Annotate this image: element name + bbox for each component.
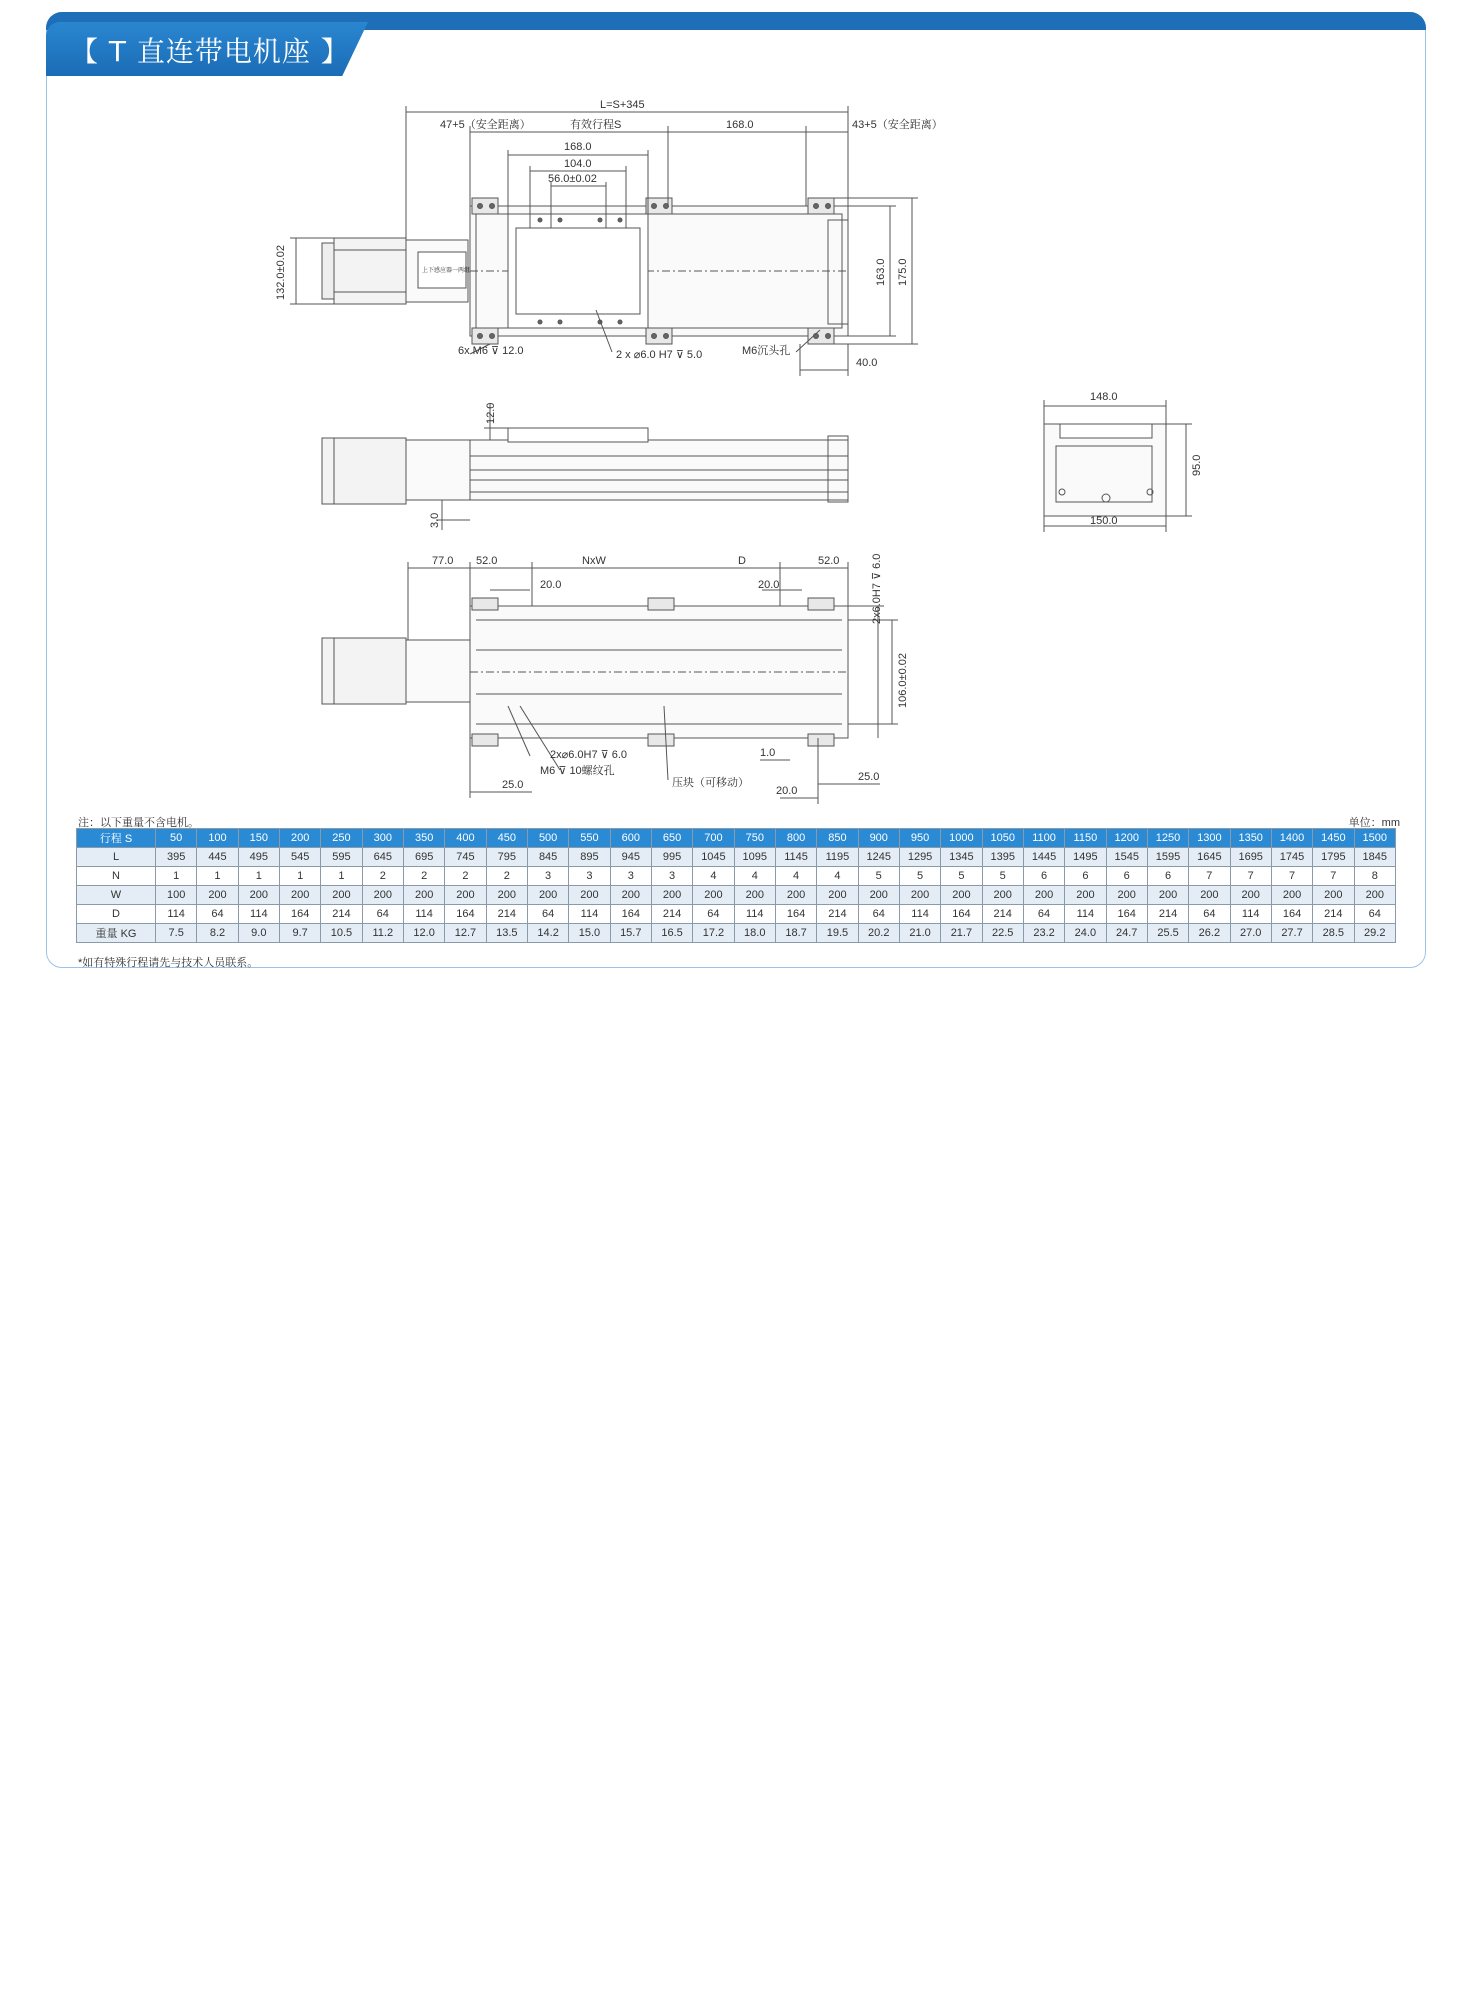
table-cell: 21.0 (899, 924, 940, 943)
header-stroke-cell: 1150 (1065, 829, 1106, 848)
counterbore-label: M6沉头孔 (742, 345, 791, 357)
table-cell: 200 (1313, 886, 1354, 905)
table-cell: 200 (486, 886, 527, 905)
table-header-row (77, 829, 1396, 848)
table-cell: 6 (1147, 867, 1188, 886)
table-cell: 3 (610, 867, 651, 886)
table-cell: 845 (527, 848, 568, 867)
table-cell: 12.7 (445, 924, 486, 943)
dim-132: 132.0±0.02 (275, 245, 287, 300)
dim-l-total: L=S+345 (600, 99, 645, 111)
table-cell: 5 (982, 867, 1023, 886)
table-cell: 4 (693, 867, 734, 886)
table-cell: 200 (651, 886, 692, 905)
row-label: N (77, 867, 156, 886)
table-cell: 1095 (734, 848, 775, 867)
table-cell: 3 (527, 867, 568, 886)
table-cell: 64 (693, 905, 734, 924)
header-stroke-cell: 1250 (1147, 829, 1188, 848)
table-cell: 1 (279, 867, 320, 886)
table-cell: 5 (858, 867, 899, 886)
header-stroke-label: 行程 S (77, 829, 156, 848)
table-cell: 9.0 (238, 924, 279, 943)
dim-20-bottom: 20.0 (776, 785, 798, 797)
table-cell: 200 (941, 886, 982, 905)
table-cell: 200 (279, 886, 320, 905)
dim-1: 1.0 (760, 747, 776, 759)
header-stroke-cell: 750 (734, 829, 775, 848)
table-cell: 214 (486, 905, 527, 924)
table-row (77, 867, 1396, 886)
dim-150: 150.0 (1090, 515, 1118, 527)
dim-12: 12.0 (485, 402, 497, 424)
dim-106: 106.0±0.02 (897, 653, 909, 708)
dim-168-right: 168.0 (726, 119, 754, 131)
table-cell: 64 (362, 905, 403, 924)
table-cell: 995 (651, 848, 692, 867)
dim-safe-left: 47+5（安全距离） (440, 119, 531, 131)
table-cell: 114 (1065, 905, 1106, 924)
table-cell: 64 (527, 905, 568, 924)
row-label: D (77, 905, 156, 924)
table-cell: 64 (1354, 905, 1395, 924)
table-cell: 200 (1354, 886, 1395, 905)
table-cell: 200 (775, 886, 816, 905)
table-cell: 2 (445, 867, 486, 886)
table-cell: 164 (610, 905, 651, 924)
header-stroke-cell: 550 (569, 829, 610, 848)
table-cell: 6 (1106, 867, 1147, 886)
table-cell: 895 (569, 848, 610, 867)
header-stroke-cell: 650 (651, 829, 692, 848)
table-cell: 29.2 (1354, 924, 1395, 943)
row-label: W (77, 886, 156, 905)
table-cell: 9.7 (279, 924, 320, 943)
table-cell: 3 (651, 867, 692, 886)
table-body (77, 848, 1396, 943)
table-cell: 7 (1313, 867, 1354, 886)
table-cell: 1645 (1189, 848, 1230, 867)
table-cell: 7 (1189, 867, 1230, 886)
header-stroke-cell: 1100 (1023, 829, 1064, 848)
table-cell: 1495 (1065, 848, 1106, 867)
table-cell: 15.7 (610, 924, 651, 943)
table-cell: 200 (197, 886, 238, 905)
table-cell: 14.2 (527, 924, 568, 943)
header-stroke-cell: 200 (279, 829, 320, 848)
table-row (77, 848, 1396, 867)
table-cell: 200 (527, 886, 568, 905)
table-cell: 395 (156, 848, 197, 867)
table-cell: 64 (1023, 905, 1064, 924)
dim-95: 95.0 (1191, 454, 1203, 476)
table-cell: 12.0 (403, 924, 444, 943)
table-cell: 1295 (899, 848, 940, 867)
table-cell: 745 (445, 848, 486, 867)
header-stroke-cell: 1050 (982, 829, 1023, 848)
table-cell: 200 (1023, 886, 1064, 905)
table-cell: 64 (197, 905, 238, 924)
table-cell: 200 (1106, 886, 1147, 905)
table-cell: 4 (734, 867, 775, 886)
table-cell: 164 (1271, 905, 1312, 924)
table-cell: 18.0 (734, 924, 775, 943)
header-stroke-cell: 1450 (1313, 829, 1354, 848)
table-cell: 164 (775, 905, 816, 924)
table-cell: 10.5 (321, 924, 362, 943)
table-cell: 2 (362, 867, 403, 886)
dim-56: 56.0±0.02 (548, 173, 597, 185)
table-cell: 28.5 (1313, 924, 1354, 943)
table-cell: 200 (817, 886, 858, 905)
table-cell: 200 (899, 886, 940, 905)
table-cell: 1 (197, 867, 238, 886)
table-cell: 695 (403, 848, 444, 867)
table-cell: 19.5 (817, 924, 858, 943)
pin-holes-top-label: 2 x ⌀6.0 H7 ⊽ 5.0 (616, 349, 703, 361)
table-cell: 214 (982, 905, 1023, 924)
table-cell: 445 (197, 848, 238, 867)
dim-104: 104.0 (564, 158, 592, 170)
thread-holes-label: M6 ⊽ 10螺纹孔 (540, 765, 615, 777)
header-stroke-cell: 150 (238, 829, 279, 848)
table-cell: 164 (941, 905, 982, 924)
table-cell: 15.0 (569, 924, 610, 943)
table-cell: 1 (321, 867, 362, 886)
table-cell: 27.7 (1271, 924, 1312, 943)
table-cell: 1245 (858, 848, 899, 867)
dim-3: 3.0 (429, 512, 441, 528)
dim-163: 163.0 (875, 258, 887, 286)
table-cell: 114 (156, 905, 197, 924)
table-cell: 945 (610, 848, 651, 867)
table-cell: 214 (651, 905, 692, 924)
header-stroke-cell: 900 (858, 829, 899, 848)
table-cell: 200 (693, 886, 734, 905)
header-stroke-cell: 500 (527, 829, 568, 848)
m6-holes-label: 6x M6 ⊽ 12.0 (458, 345, 524, 357)
table-cell: 495 (238, 848, 279, 867)
row-label: 重量 KG (77, 924, 156, 943)
table-cell: 214 (1313, 905, 1354, 924)
weight-note: 注：以下重量不含电机。 (78, 817, 199, 829)
table-cell: 17.2 (693, 924, 734, 943)
table-cell: 1345 (941, 848, 982, 867)
top-view (290, 106, 918, 376)
table-cell: 595 (321, 848, 362, 867)
table-cell: 1195 (817, 848, 858, 867)
table-cell: 114 (734, 905, 775, 924)
spec-table (76, 828, 1396, 943)
dim-safe-right: 43+5（安全距离） (852, 119, 943, 131)
table-cell: 200 (445, 886, 486, 905)
table-cell: 200 (982, 886, 1023, 905)
table-cell: 24.7 (1106, 924, 1147, 943)
table-cell: 200 (1065, 886, 1106, 905)
table-cell: 24.0 (1065, 924, 1106, 943)
table-cell: 2 (486, 867, 527, 886)
header-stroke-cell: 950 (899, 829, 940, 848)
table-cell: 114 (569, 905, 610, 924)
header-stroke-cell: 350 (403, 829, 444, 848)
dim-175: 175.0 (897, 258, 909, 286)
table-cell: 214 (321, 905, 362, 924)
header-stroke-cell: 850 (817, 829, 858, 848)
header-stroke-cell: 700 (693, 829, 734, 848)
table-cell: 1845 (1354, 848, 1395, 867)
header-stroke-cell: 1350 (1230, 829, 1271, 848)
table-cell: 164 (1106, 905, 1147, 924)
table-cell: 1595 (1147, 848, 1188, 867)
table-cell: 22.5 (982, 924, 1023, 943)
dim-168-left: 168.0 (564, 141, 592, 153)
table-row (77, 905, 1396, 924)
table-cell: 7 (1271, 867, 1312, 886)
header-stroke-cell: 1200 (1106, 829, 1147, 848)
table-cell: 1395 (982, 848, 1023, 867)
dim-25-right: 25.0 (858, 771, 880, 783)
header-stroke-cell: 1300 (1189, 829, 1230, 848)
header-stroke-cell: 600 (610, 829, 651, 848)
table-cell: 11.2 (362, 924, 403, 943)
table-cell: 200 (1147, 886, 1188, 905)
table-cell: 200 (403, 886, 444, 905)
table-cell: 4 (817, 867, 858, 886)
table-cell: 114 (1230, 905, 1271, 924)
table-cell: 5 (941, 867, 982, 886)
table-cell: 7.5 (156, 924, 197, 943)
table-cell: 200 (1271, 886, 1312, 905)
table-cell: 27.0 (1230, 924, 1271, 943)
table-cell: 4 (775, 867, 816, 886)
table-cell: 16.5 (651, 924, 692, 943)
table-cell: 1145 (775, 848, 816, 867)
table-cell: 200 (362, 886, 403, 905)
table-row (77, 886, 1396, 905)
table-cell: 200 (858, 886, 899, 905)
dim-nxw: NxW (582, 555, 606, 567)
table-cell: 1445 (1023, 848, 1064, 867)
dim-effective-stroke: 有效行程S (570, 119, 622, 131)
header-stroke-cell: 50 (156, 829, 197, 848)
dim-20-left: 20.0 (540, 579, 562, 591)
coupler-label: 上下感应器一两组 (422, 268, 471, 274)
table-cell: 645 (362, 848, 403, 867)
dim-148: 148.0 (1090, 391, 1118, 403)
table-cell: 164 (279, 905, 320, 924)
table-cell: 6 (1065, 867, 1106, 886)
dim-77: 77.0 (432, 555, 454, 567)
table-cell: 164 (445, 905, 486, 924)
header-stroke-cell: 300 (362, 829, 403, 848)
table-cell: 7 (1230, 867, 1271, 886)
side-view (322, 404, 848, 530)
table-cell: 20.2 (858, 924, 899, 943)
dim-20-right: 20.0 (758, 579, 780, 591)
footnote: *如有特殊行程请先与技术人员联系。 (78, 957, 259, 969)
table-cell: 1545 (1106, 848, 1147, 867)
table-cell: 1045 (693, 848, 734, 867)
table-cell: 25.5 (1147, 924, 1188, 943)
table-cell: 200 (569, 886, 610, 905)
table-cell: 200 (1230, 886, 1271, 905)
pin-vertical-label: 2x6.0H7 ⊽ 6.0 (871, 553, 883, 624)
dim-40: 40.0 (856, 357, 878, 369)
table-cell: 114 (403, 905, 444, 924)
table-cell: 200 (238, 886, 279, 905)
table-cell: 200 (321, 886, 362, 905)
header-stroke-cell: 250 (321, 829, 362, 848)
table-cell: 200 (1189, 886, 1230, 905)
table-cell: 1 (156, 867, 197, 886)
header-stroke-cell: 100 (197, 829, 238, 848)
dim-52-left: 52.0 (476, 555, 498, 567)
table-cell: 1695 (1230, 848, 1271, 867)
slider-block-label: 压块（可移动） (672, 777, 749, 789)
table-cell: 214 (1147, 905, 1188, 924)
pin-holes-bottom-label: 2x⌀6.0H7 ⊽ 6.0 (550, 749, 628, 761)
table-cell: 1745 (1271, 848, 1312, 867)
page-title: 【 T 直连带电机座 】 (70, 35, 350, 68)
table-cell: 114 (238, 905, 279, 924)
dim-d: D (738, 555, 746, 567)
header-stroke-cell: 1400 (1271, 829, 1312, 848)
unit-label: 单位：mm (1348, 817, 1400, 829)
table-cell: 1795 (1313, 848, 1354, 867)
table-cell: 545 (279, 848, 320, 867)
table-cell: 26.2 (1189, 924, 1230, 943)
table-cell: 214 (817, 905, 858, 924)
table-cell: 18.7 (775, 924, 816, 943)
header-stroke-cell: 1500 (1354, 829, 1395, 848)
table-cell: 8 (1354, 867, 1395, 886)
header-stroke-cell: 800 (775, 829, 816, 848)
table-cell: 64 (858, 905, 899, 924)
table-row (77, 924, 1396, 943)
table-cell: 2 (403, 867, 444, 886)
end-view (1044, 400, 1192, 532)
table-cell: 100 (156, 886, 197, 905)
header-stroke-cell: 450 (486, 829, 527, 848)
table-cell: 3 (569, 867, 610, 886)
dim-25-left: 25.0 (502, 779, 524, 791)
table-cell: 5 (899, 867, 940, 886)
table-cell: 1 (238, 867, 279, 886)
table-cell: 64 (1189, 905, 1230, 924)
dim-52-right: 52.0 (818, 555, 840, 567)
table-cell: 114 (899, 905, 940, 924)
table-cell: 200 (734, 886, 775, 905)
table-cell: 6 (1023, 867, 1064, 886)
row-label: L (77, 848, 156, 867)
table-cell: 8.2 (197, 924, 238, 943)
header-stroke-cell: 400 (445, 829, 486, 848)
table-cell: 200 (610, 886, 651, 905)
header-stroke-cell: 1000 (941, 829, 982, 848)
table-cell: 23.2 (1023, 924, 1064, 943)
table-cell: 21.7 (941, 924, 982, 943)
table-cell: 795 (486, 848, 527, 867)
table-cell: 13.5 (486, 924, 527, 943)
